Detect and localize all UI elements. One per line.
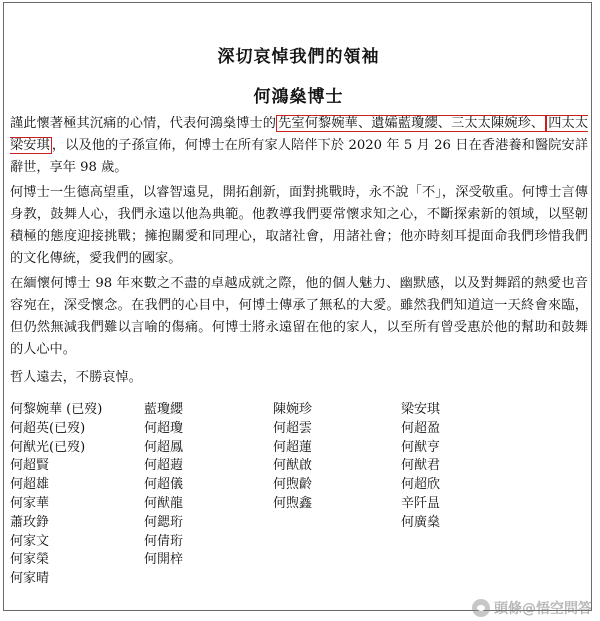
signatory-name: 何超蓮 (273, 439, 313, 455)
signatory-name: 何猷龍 (144, 495, 184, 511)
signatory-name: 何家榮 (10, 552, 50, 568)
closing-line: 哲人遠去，不勝哀悼。 (10, 370, 142, 385)
signatory-name: 何超雄 (10, 477, 50, 493)
signatory-name: 何超賢 (10, 458, 50, 474)
signatory-name: 何超雲 (273, 420, 313, 436)
signatory-name: 辛阡昷 (401, 495, 441, 511)
signatory-name: 何黎婉華 (已歿) (10, 402, 103, 417)
signatory-column-4 (401, 401, 440, 533)
signatory-name: 何鍶珩 (144, 514, 184, 530)
signatory-name: 何猷啟 (273, 458, 313, 474)
signatory-name: 何超盈 (401, 420, 441, 436)
watermark-logo-icon (472, 599, 490, 617)
signatory-name: 何煦齡 (273, 477, 313, 493)
highlighted-names-2: 四太太梁安琪 (10, 116, 589, 153)
signatory-name: 何家華 (10, 495, 50, 511)
signatory-name: 何猷亨 (401, 439, 441, 455)
paragraph-announcement-part1: 謹此懷著極其沉痛的心情，代表何鴻燊博士的 (10, 116, 277, 131)
signatory-name: 何超欣 (401, 477, 441, 493)
document-subtitle: 何鴻燊博士 (253, 87, 344, 107)
signatory-name: 梁安琪 (401, 402, 441, 417)
paragraph-announcement (10, 113, 588, 179)
signatory-name: 藍瓊纓 (144, 402, 184, 417)
paragraph-announcement-part2: ，以及他的子孫宣佈，何博士在所有家人陪伴下於 2020 年 5 月 26 日在香港養和醫院安詳辭世，享年 98 歲。 (10, 138, 589, 175)
signatory-name: 何猷光(已歿) (10, 439, 86, 455)
paragraph-remembrance: 在緬懷何博士 98 年來數之不盡的卓越成就之際，他的個人魅力、幽默感，以及對舞蹈的熱愛也音容宛在，深受懷念。在我們的心目中，何博士傳承了無私的大愛。雖然我們知道這一天終會來臨，但仍然無減我們難以言喻的傷痛。何博士將永遠留在他的家人，以至所有曾受惠於他的幫助和鼓舞的人心中。 (10, 276, 588, 357)
signatory-name: 陳婉珍 (273, 402, 313, 417)
signatory-name: 何超鳳 (144, 439, 184, 455)
signatory-name: 何超蕸 (144, 458, 184, 474)
signatory-name: 何倩珩 (144, 533, 184, 549)
signatory-name: 何家晴 (10, 571, 50, 587)
signatory-name: 何超英(已歿) (10, 420, 86, 436)
document-title: 深切哀悼我們的領袖 (217, 47, 380, 67)
signatory-column-2 (144, 401, 183, 570)
signatory-name: 何家文 (10, 533, 50, 549)
signatory-column-1 (10, 401, 102, 589)
signatory-name: 何超儀 (144, 477, 184, 493)
signatory-name: 何超瓊 (144, 420, 184, 436)
signatory-column-3 (273, 401, 312, 514)
highlighted-names-1: 先室何黎婉華、遺孀藍瓊纓、三太太陳婉珍、 (278, 116, 545, 131)
signatory-name: 何開梓 (144, 552, 184, 568)
document-frame (3, 2, 592, 611)
signatory-name: 蕭玫錚 (10, 514, 50, 530)
signatory-name: 何煦鑫 (273, 495, 313, 511)
watermark (472, 598, 592, 618)
watermark-text: 頭條@悟空問答 (494, 601, 592, 617)
signatory-name: 何猷君 (401, 458, 441, 474)
signatory-name: 何廣燊 (401, 514, 441, 530)
paragraph-tribute: 何博士一生德高望重，以睿智遠見，開拓創新，面對挑戰時，永不說「不」，深受敬重。何博士言傳身教，鼓舞人心，我們永遠以他為典範。他教導我們要常懷求知之心，不斷探索新的領域，以堅韌積極的態度迎接挑戰；擁抱關愛和同理心，取諸社會，用諸社會；他亦時刻耳提面命我們珍惜我們的文化傳統，愛我們的國家。 (10, 185, 588, 266)
